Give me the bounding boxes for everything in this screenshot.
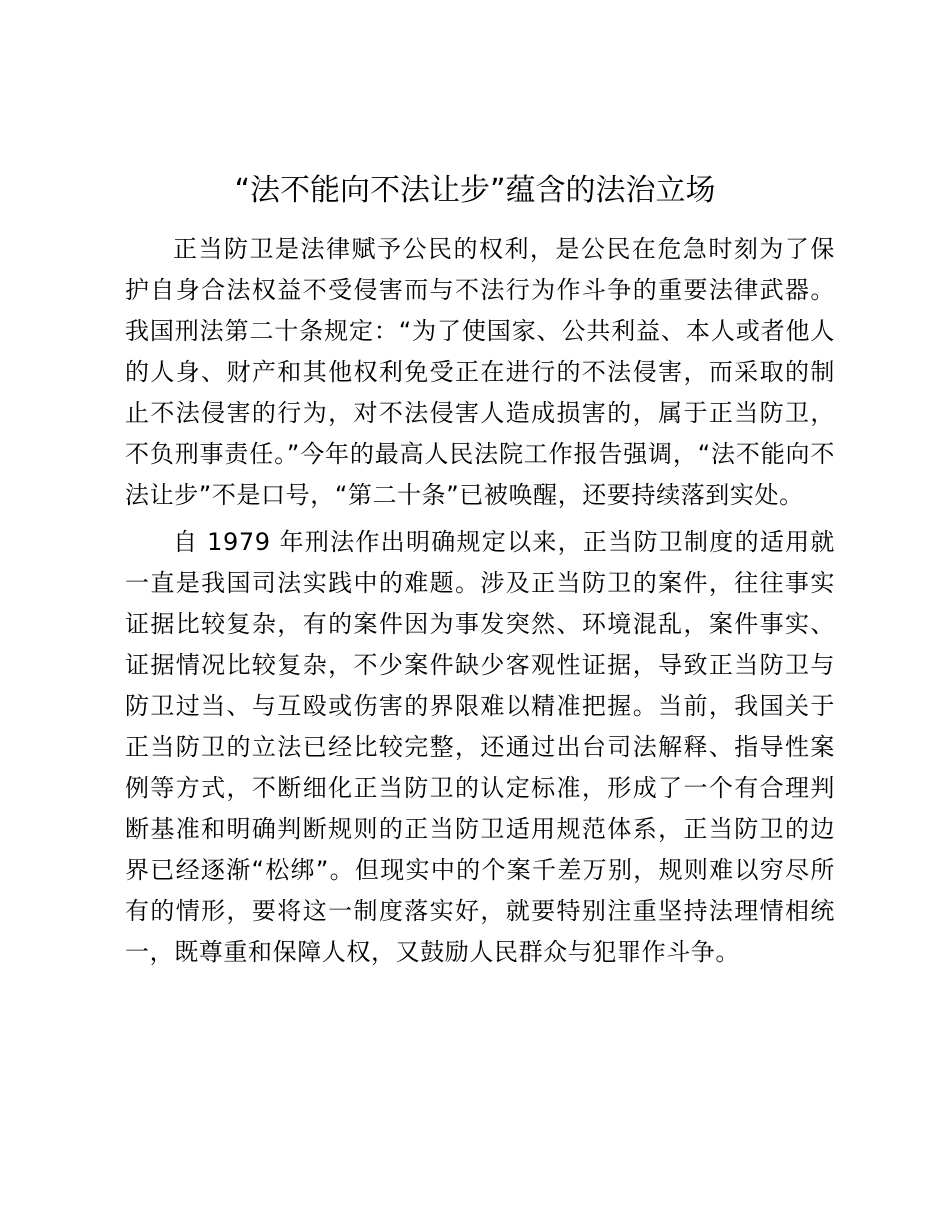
paragraph-1: 正当防卫是法律赋予公民的权利，是公民在危急时刻为了保护自身合法权益不受侵害而与不法行为作斗争的重要法律武器。我国刑法第二十条规定：“为了使国家、公共利益、本人或者他人的人身、财产和其他权利免受正在进行的不法侵害，而采取的制止不法侵害的行为，对不法侵害人造成损害的，属于正当防卫，不负刑事责任。”今年的最高人民法院工作报告强调，“法不能向不法让步”不是口号，“第二十条”已被唤醒，还要持续落到实处。 xyxy=(125,235,835,509)
document-title: “法不能向不法让步”蕴含的法治立场 xyxy=(234,173,716,208)
paragraph-2: 自 1979 年刑法作出明确规定以来，正当防卫制度的适用就一直是我国司法实践中的难题。涉及正当防卫的案件，往往事实证据比较复杂，有的案件因为事发突然、环境混乱，案件事实、证据情况比较复杂，不少案件缺少客观性证据，导致正当防卫与防卫过当、与互殴或伤害的界限难以精准把握。当前，我国关于正当防卫的立法已经比较完整，还通过出台司法解释、指导性案例等方式，不断细化正当防卫的认定标准，形成了一个有合理判断基准和明确判断规则的正当防卫适用规范体系，正当防卫的边界已经逐渐“松绑”。但现实中的个案千差万别，规则难以穷尽所有的情形，要将这一制度落实好，就要特别注重坚持法理情相统一，既尊重和保障人权，又鼓励人民群众与犯罪作斗争。 xyxy=(125,528,835,966)
document-body xyxy=(125,229,835,979)
